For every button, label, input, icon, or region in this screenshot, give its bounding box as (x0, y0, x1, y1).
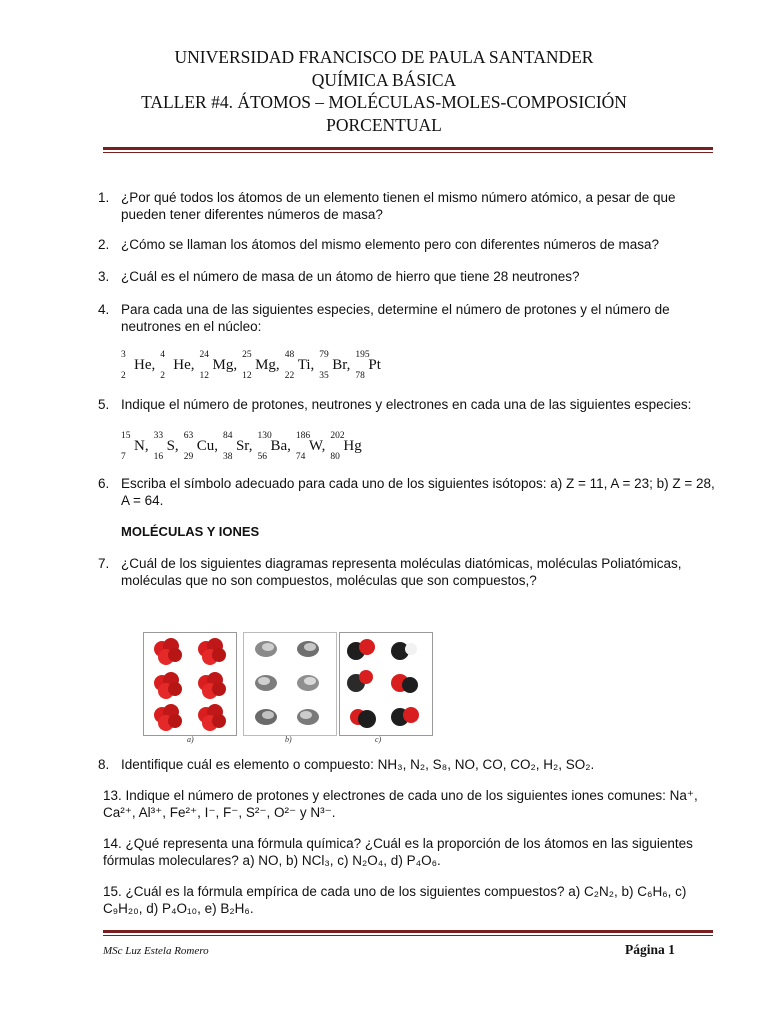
atomic-number: 2 (160, 371, 165, 381)
mass-number: 84 (222, 431, 233, 441)
mass-number: 24 (199, 350, 209, 360)
mass-number: 195 (355, 350, 370, 360)
isotope-symbol (121, 431, 149, 463)
header-divider-thin (103, 152, 713, 153)
atomic-number: 35 (319, 371, 329, 381)
isotope-list-q4 (121, 350, 386, 382)
molecule-illustration-b (244, 633, 336, 735)
isotope-symbol (200, 350, 238, 382)
isotope-symbol (319, 350, 350, 382)
element-symbol: He, (173, 357, 195, 373)
element-symbol: W, (308, 438, 326, 454)
question-5 (98, 397, 718, 414)
element-symbol: Hg (343, 438, 362, 454)
question-text: ¿Cómo se llaman los átomos del mismo elemento pero con diferentes números de masa? (121, 237, 660, 252)
atomic-number: 80 (330, 452, 340, 462)
diagram-label-c: c) (375, 735, 382, 744)
atomic-number: 74 (295, 452, 306, 462)
question-number: 8. (98, 757, 110, 772)
molecule-illustration-c (340, 633, 432, 735)
mass-number: 3 (121, 350, 126, 360)
red-molecule-cluster (154, 638, 226, 731)
question-14 (103, 836, 715, 869)
isotope-symbol (257, 431, 290, 463)
mass-number: 202 (330, 431, 345, 441)
atomic-number: 2 (121, 371, 126, 381)
worksheet-title-cont: PORCENTUAL (326, 114, 442, 135)
isotope-symbol (296, 431, 326, 463)
isotope-symbol (154, 431, 179, 463)
diagram-panel-b (243, 632, 337, 736)
mass-number: 33 (153, 431, 164, 441)
question-13 (103, 788, 715, 821)
mass-number: 25 (242, 350, 252, 360)
question-number: 13. (103, 788, 122, 803)
isotope-symbol (223, 431, 253, 463)
mass-number: 63 (183, 431, 194, 441)
question-text: Indique el número de protones y electrones de cada uno de los siguientes iones comunes: Na⁺, Ca²⁺, Al³⁺, Fe²⁺, I⁻, F⁻, S²⁻, O²⁻ y N³⁻. (103, 788, 698, 820)
question-number: 15. (103, 884, 122, 899)
worksheet-title: TALLER #4. ÁTOMOS – MOLÉCULAS-MOLES-COMPOSICIÓN (141, 92, 627, 112)
diagram-panel-c (339, 632, 433, 736)
atomic-number: 38 (222, 452, 233, 462)
isotope-symbol (184, 431, 218, 463)
author-name: MSc Luz Estela Romero (103, 945, 209, 957)
element-symbol: He, (134, 357, 156, 373)
question-2 (98, 237, 718, 254)
atomic-number: 29 (183, 452, 194, 462)
diagram-label-b: b) (285, 735, 292, 744)
question-number: 14. (103, 836, 122, 851)
atomic-number: 16 (153, 452, 164, 462)
atomic-number: 12 (242, 371, 252, 381)
element-symbol: Ti, (297, 357, 315, 373)
isotope-symbol (242, 350, 280, 382)
question-number: 1. (98, 190, 110, 205)
mass-number: 186 (295, 431, 311, 441)
question-8 (98, 757, 718, 774)
question-7 (98, 556, 718, 589)
element-symbol: Br, (332, 357, 351, 373)
question-text: ¿Por qué todos los átomos de un elemento tienen el mismo número atómico, a pesar de que pueden tener diferentes números de masa? (121, 190, 676, 222)
question-text: ¿Qué representa una fórmula química? ¿Cuál es la proporción de los átomos en las siguientes fórmulas moleculares? a) NO, b) NCl₃, c) N₂O₄, d) P₄O₆. (103, 836, 693, 868)
element-symbol: Cu, (196, 438, 218, 454)
element-symbol: Mg, (212, 357, 238, 373)
diatomic-molecule-cluster (347, 639, 419, 728)
atomic-number: 22 (284, 371, 295, 381)
question-number: 5. (98, 397, 110, 412)
question-text: Escriba el símbolo adecuado para cada uno de los siguientes isótopos: a) Z = 11, A = 23; b) Z = 28, A = 64. (121, 476, 715, 508)
question-1 (98, 190, 718, 223)
element-symbol: Sr, (235, 438, 253, 454)
document-header (0, 46, 768, 136)
question-text: Identifique cuál es elemento o compuesto: NH₃, N₂, S₈, NO, CO, CO₂, H₂, SO₂. (121, 757, 595, 772)
question-text: Para cada una de las siguientes especies, determine el número de protones y el número de neutrones en el núcleo: (121, 302, 670, 334)
isotope-symbol (285, 350, 315, 382)
course-name: QUÍMICA BÁSICA (311, 69, 457, 90)
element-symbol: N, (134, 438, 149, 454)
element-symbol: Mg, (255, 357, 280, 373)
mass-number: 48 (284, 350, 295, 360)
footer-divider (103, 930, 713, 933)
mass-number: 15 (121, 431, 131, 441)
question-number: 2. (98, 237, 110, 252)
question-number: 4. (98, 302, 110, 317)
molecule-diagram (143, 632, 381, 744)
gray-molecule-cluster (255, 641, 319, 725)
atomic-number: 78 (355, 371, 365, 381)
question-text: ¿Cuál es el número de masa de un átomo de hierro que tiene 28 neutrones? (121, 269, 580, 284)
question-6 (98, 476, 718, 509)
question-3 (98, 269, 718, 286)
diagram-panel-a (143, 632, 237, 736)
university-name: UNIVERSIDAD FRANCISCO DE PAULA SANTANDER (174, 47, 594, 67)
question-number: 6. (98, 476, 110, 491)
element-symbol: Ba, (270, 438, 291, 454)
question-15 (103, 884, 715, 917)
isotope-symbol (160, 350, 194, 382)
atomic-number: 12 (199, 371, 209, 381)
question-number: 3. (98, 269, 110, 284)
mass-number: 4 (160, 350, 165, 360)
question-number: 7. (98, 556, 110, 571)
page-number: Página 1 (625, 942, 675, 957)
element-symbol: Pt (368, 357, 381, 373)
header-divider (103, 147, 713, 150)
isotope-list-q5 (121, 431, 367, 463)
isotope-symbol (121, 350, 155, 382)
mass-number: 79 (319, 350, 329, 360)
diagram-label-a: a) (187, 735, 194, 744)
question-text: ¿Cuál de los siguientes diagramas representa moléculas diatómicas, moléculas Poliatómicas, moléculas que no son compuestos, moléculas que son compuestos,? (121, 556, 682, 588)
isotope-symbol (355, 350, 381, 382)
section-heading: MOLÉCULAS Y IONES (121, 524, 260, 539)
question-4 (98, 302, 718, 335)
atomic-number: 7 (121, 452, 126, 462)
question-text: ¿Cuál es la fórmula empírica de cada uno de los siguientes compuestos? a) C₂N₂, b) C₆H₆, c) C₉H₂₀, d) P₄O₁₀, e) B₂H₆. (103, 884, 687, 916)
element-symbol: S, (166, 438, 179, 454)
footer-divider-thin (103, 935, 713, 936)
mass-number: 130 (257, 431, 272, 441)
isotope-symbol (330, 431, 361, 463)
question-text: Indique el número de protones, neutrones y electrones en cada una de las siguientes especies: (121, 397, 692, 412)
atomic-number: 56 (257, 452, 267, 462)
molecule-illustration-a (144, 633, 236, 735)
